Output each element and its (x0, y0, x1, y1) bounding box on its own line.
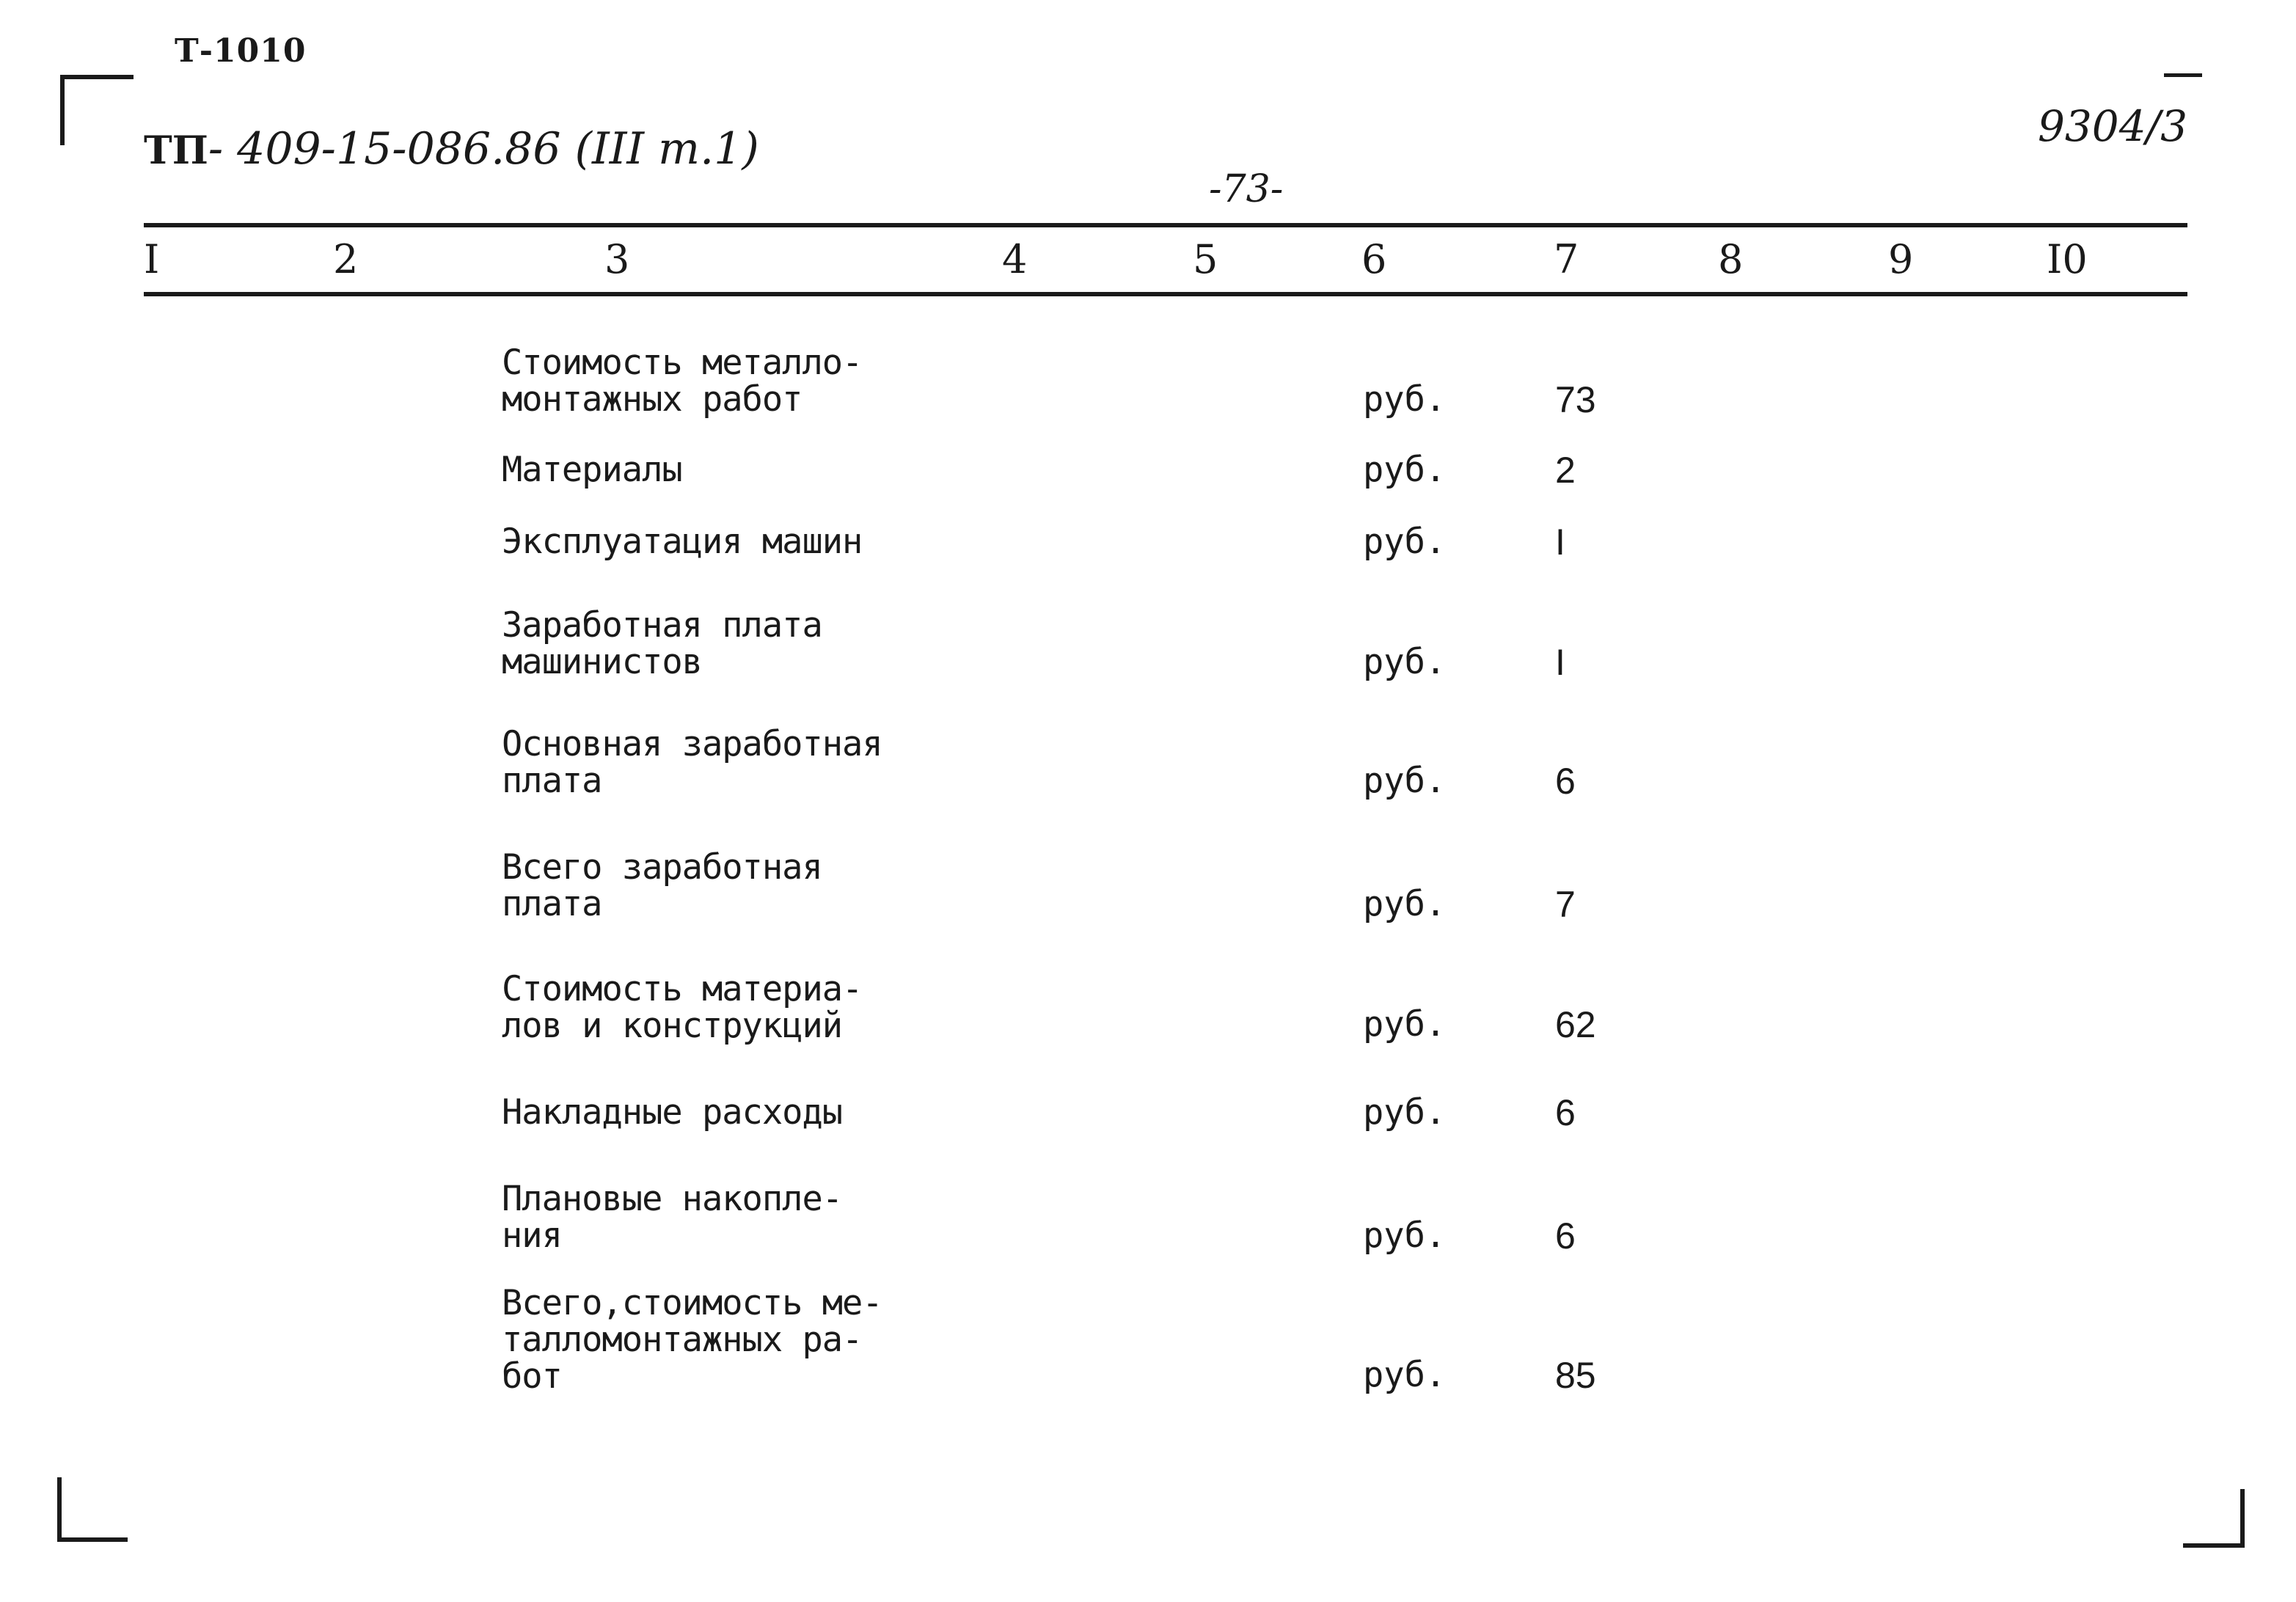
row-unit: руб. (1363, 884, 1447, 924)
corner-mark-top-right (2164, 73, 2202, 77)
table-header-top-rule (144, 223, 2187, 227)
corner-mark-top-left-v (60, 75, 65, 145)
row-unit: руб. (1363, 1004, 1447, 1045)
row-value: I (1555, 642, 1565, 683)
row-name: Всего,стоимость ме- талломонтажных ра- бот (502, 1283, 882, 1397)
row-unit: руб. (1363, 761, 1447, 801)
column-number-4: 4 (1002, 236, 1028, 282)
row-name: Плановые накопле- ния (502, 1179, 843, 1256)
row-name: Стоимость металло- монтажных работ (502, 343, 863, 420)
row-name: Материалы (502, 450, 682, 490)
row-value: 7 (1555, 884, 1576, 925)
row-unit: руб. (1363, 1092, 1447, 1133)
corner-mark-top-left-h (60, 75, 134, 79)
row-name: Накладные расходы (502, 1092, 843, 1133)
row-value: I (1555, 522, 1565, 563)
column-number-5: 5 (1193, 236, 1218, 282)
row-value: 73 (1555, 379, 1596, 420)
row-name: Всего заработная плата (502, 847, 822, 924)
row-unit: руб. (1363, 379, 1447, 420)
document-designation (144, 123, 759, 175)
row-name: Эксплуатация машин (502, 522, 863, 562)
column-number-1: I (144, 236, 160, 282)
row-value: 6 (1555, 1215, 1576, 1257)
column-number-6: 6 (1361, 236, 1387, 282)
column-number-7: 7 (1554, 236, 1579, 282)
row-value: 2 (1555, 450, 1576, 491)
corner-mark-bottom-right-h (2183, 1543, 2245, 1548)
row-unit: руб. (1363, 450, 1447, 490)
designation-prefix: ТП (144, 128, 208, 173)
column-number-2: 2 (333, 236, 359, 282)
corner-mark-bottom-left-v (57, 1477, 62, 1542)
row-value: 62 (1555, 1004, 1596, 1045)
column-number-3: 3 (604, 236, 630, 282)
row-unit: руб. (1363, 1355, 1447, 1395)
table-header-bottom-rule (144, 292, 2187, 296)
inventory-number: 9304/3 (2038, 101, 2188, 151)
row-name: Заработная плата машинистов (502, 605, 822, 682)
designation-handwritten: - 409-15-086.86 (III т.1) (208, 123, 759, 175)
column-number-8: 8 (1718, 236, 1744, 282)
column-number-9: 9 (1888, 236, 1914, 282)
row-value: 6 (1555, 1092, 1576, 1133)
corner-mark-bottom-left-h (57, 1537, 128, 1542)
row-unit: руб. (1363, 522, 1447, 562)
row-value: 6 (1555, 761, 1576, 802)
row-value: 85 (1555, 1355, 1596, 1396)
row-name: Основная заработная плата (502, 724, 882, 801)
column-number-10: I0 (2047, 236, 2088, 282)
row-unit: руб. (1363, 1215, 1447, 1256)
row-name: Стоимость материа- лов и конструкций (502, 969, 863, 1046)
form-code: Т-1010 (175, 32, 307, 70)
corner-mark-bottom-right-v (2240, 1489, 2245, 1548)
page-number: -73- (1209, 167, 1284, 211)
row-unit: руб. (1363, 642, 1447, 682)
